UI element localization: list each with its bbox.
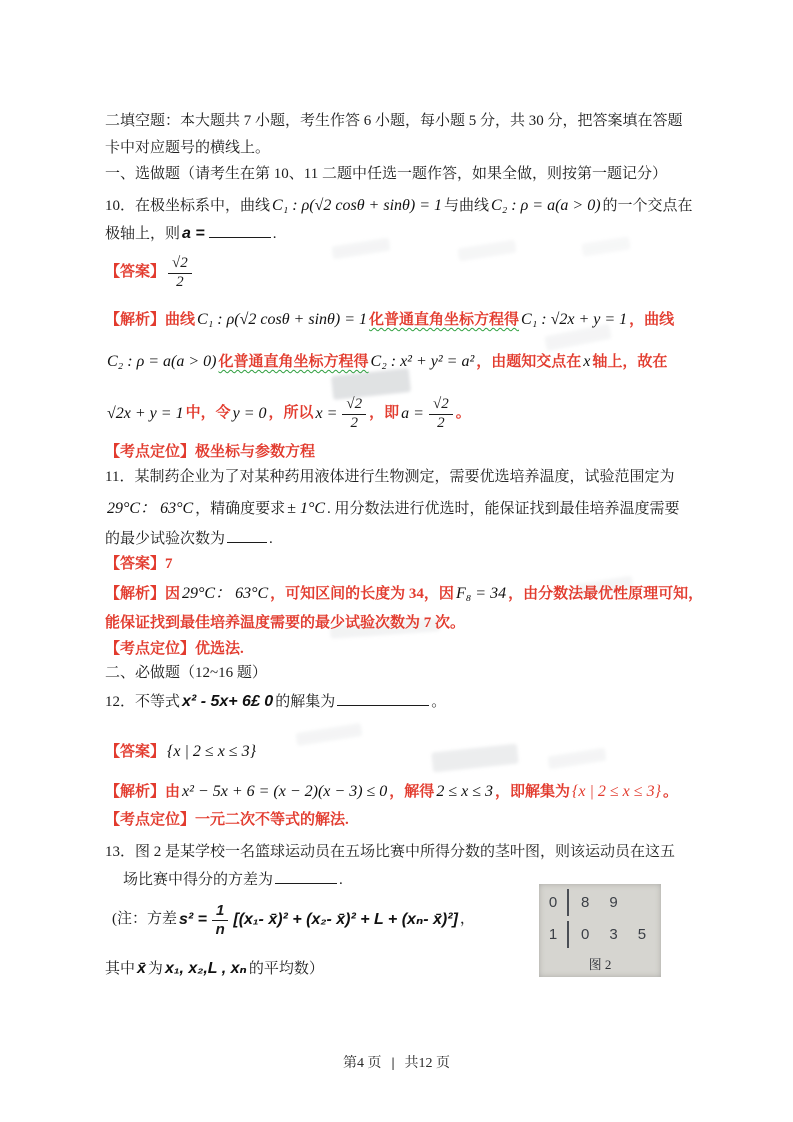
question-11-line-1 [105,467,674,489]
math-formula: s² = [179,911,208,929]
analysis-11-line-1 [105,582,703,606]
answer-label: 【答案】 [105,264,166,281]
math-formula: C₂ : x² + y² = a² [370,353,475,370]
analysis-text: 。 [662,784,678,800]
math-formula: F₈ = 34 [455,585,507,602]
answer-blank [275,868,337,884]
leaf-value: 8 [581,894,590,911]
question-13-note-line-1 [112,896,475,944]
analysis-10-line-1 [105,308,674,332]
analysis-text: ，解得 [389,784,435,800]
analysis-text: 【解析】由 [105,784,181,800]
analysis-text: ，由分数法最优性原理可知， [508,586,704,602]
math-formula: 29°C： 63°C [107,500,194,517]
question-13-note-line-2 [105,957,324,981]
fraction-denominator: n [215,920,225,938]
stem-leaf-row [539,889,661,916]
analysis-text: 中，令 [185,405,231,422]
page-total: 共12 页 [404,1056,451,1071]
note-text: 为 [147,961,163,977]
question-text: 场比赛中得分的方差为 [123,872,274,888]
math-formula: x² - 5x+ 6£ 0 [182,693,274,710]
watermark [431,744,519,773]
math-formula: a = [182,225,205,242]
analysis-text: 能保证找到最佳培养温度需要的最少试验次数为 7 次。 [105,615,466,631]
answer-label: 【答案】 [105,744,166,760]
fraction-numerator: √2 [342,397,366,415]
question-text: . [269,531,273,547]
math-formula: ± 1°C [287,500,326,517]
keypoint-12 [105,810,349,832]
question-text: 极轴上，则 [105,226,181,242]
math-formula: a = [401,405,424,423]
fraction [212,903,228,938]
footer-separator: | [391,1056,395,1071]
page-number: 第4 页 [342,1056,382,1071]
answer-blank [337,690,429,706]
math-formula-red: {x | 2 ≤ x ≤ 3} [572,783,661,800]
answer-value: {x | 2 ≤ x ≤ 3} [167,743,256,760]
answer-12 [105,740,258,764]
note-text: (注：方差 [112,911,177,928]
fraction-denominator: 2 [350,414,359,431]
analysis-text: ，所以 [268,405,314,422]
math-formula: x₁, x₂,L , xₙ [164,960,247,977]
math-formula: C₁ : ρ(√2 cosθ + sinθ) = 1 [272,197,443,214]
analysis-text-wavy: 化普通直角坐标方程得 [218,354,369,370]
analysis-text: ，可知区间的长度为 34，因 [270,586,454,602]
figure-caption: 图 2 [588,957,612,972]
fraction-numerator: 1 [212,903,228,921]
question-text: 12．不等式 [105,694,181,710]
question-text: 的一个交点在 [602,198,693,214]
question-text: 。 [431,694,447,710]
question-text: . [272,226,277,242]
watermark [457,240,516,262]
section-optional-heading [105,164,667,186]
answer-11 [105,554,173,576]
keypoint-text: 【考点定位】一元二次不等式的解法. [105,812,349,828]
question-text: ，精确度要求 [195,501,286,517]
intro-text: 卡中对应题号的横线上。 [105,140,271,156]
question-11-line-3 [105,527,273,551]
fraction [429,397,453,432]
fraction-numerator: √2 [429,397,453,415]
page-footer [0,1052,793,1072]
question-text: 13．图 2 是某学校一名篮球运动员在五场比赛中所得分数的茎叶图，则该运动员在这五 [105,844,676,860]
analysis-text: ，即解集为 [494,784,570,800]
heading-text: 二、必做题（12~16 题） [105,665,267,681]
math-formula: 2 ≤ x ≤ 3 [436,783,493,800]
analysis-text-wavy: 化普通直角坐标方程得 [369,312,520,328]
section-intro-line-1 [105,111,683,133]
keypoint-10 [105,442,315,464]
math-formula: x² − 5x + 6 = (x − 2)(x − 3) ≤ 0 [182,783,388,800]
keypoint-text: 【考点定位】极坐标与参数方程 [105,444,316,460]
answer-10 [105,252,195,294]
question-text: . [339,872,343,888]
math-formula: C₂ : ρ = a(a > 0) [107,353,217,370]
analysis-text: ，即 [369,405,400,422]
watermark [331,238,390,260]
leaf-values [567,921,646,948]
fraction [168,256,192,291]
math-formula: √2x + y = 1 [107,405,184,423]
fraction [342,397,366,432]
note-text: 其中 [105,961,136,977]
stem-value: 1 [548,926,558,943]
fraction-denominator: 2 [437,414,445,431]
note-text: ， [459,911,475,928]
math-formula: x [583,353,591,370]
note-text: 的平均数） [248,961,324,977]
analysis-10-line-3 [105,392,471,436]
leaf-value: 9 [609,894,618,911]
math-formula: C₁ : ρ(√2 cosθ + sinθ) = 1 [197,311,368,328]
fraction-denominator: 2 [176,273,184,290]
keypoint-11 [105,639,244,661]
stem-leaf-figure [539,884,661,977]
analysis-10-line-2 [105,350,667,374]
analysis-text: 【解析】曲线 [105,312,196,328]
answer-blank [227,527,267,543]
math-formula: x̄ [137,960,146,977]
answer-blank [209,222,271,238]
math-formula: y = 0 [232,405,267,423]
question-text: 的解集为 [275,694,336,710]
question-text: . 用分数法进行优选时，能保证找到最佳培养温度需要 [327,501,680,517]
question-12-line-1 [105,690,446,714]
math-formula: C₂ : ρ = a(a > 0) [491,197,601,214]
answer-label: 【答案】 [105,556,166,572]
math-formula: x = [315,405,338,423]
stem-value: 0 [548,894,558,911]
stem-leaf-row [539,921,661,948]
section-required-heading [105,663,267,685]
analysis-text: ，由题知交点在 [476,354,582,370]
analysis-text: 【解析】因 [105,586,181,602]
analysis-text: 轴上，故在 [592,354,668,370]
question-text: 与曲线 [444,198,490,214]
question-13-line-2 [123,868,343,892]
analysis-text: ，曲线 [629,312,675,328]
question-text: 11．某制药企业为了对某种药用液体进行生物测定，需要优选培养温度，试验范围定为 [105,469,675,485]
analysis-text: 。 [455,405,471,422]
answer-value: 7 [165,556,173,572]
question-text: 的最少试验次数为 [105,531,226,547]
question-10-line-1 [105,194,693,218]
analysis-11-line-2 [105,613,465,635]
intro-text: 二填空题：本大题共 7 小题，考生作答 6 小题，每小题 5 分，共 30 分，把答案填在答题 [105,113,683,129]
fraction-numerator: √2 [168,256,192,274]
question-11-line-2 [105,497,680,521]
question-text: 10．在极坐标系中，曲线 [105,198,271,214]
leaf-value: 3 [609,926,618,943]
leaf-values [567,889,618,916]
question-10-line-2 [105,222,276,246]
watermark [581,236,630,256]
math-formula: C₁ : √2x + y = 1 [521,311,628,328]
section-intro-line-2 [105,138,270,160]
keypoint-text: 【考点定位】优选法. [105,641,244,657]
leaf-value: 5 [637,926,647,943]
math-formula: [(x₁- x̄)² + (x₂- x̄)² + L + (xₙ- x̄)²] [233,911,458,929]
analysis-12 [105,780,678,804]
math-formula: 29°C： 63°C [182,585,269,602]
heading-text: 一、选做题（请考生在第 10、11 二题中任选一题作答，如果全做，则按第一题记分） [105,166,667,182]
watermark [547,748,606,770]
leaf-value: 0 [581,926,590,943]
question-13-line-1 [105,842,675,864]
watermark [295,723,362,746]
